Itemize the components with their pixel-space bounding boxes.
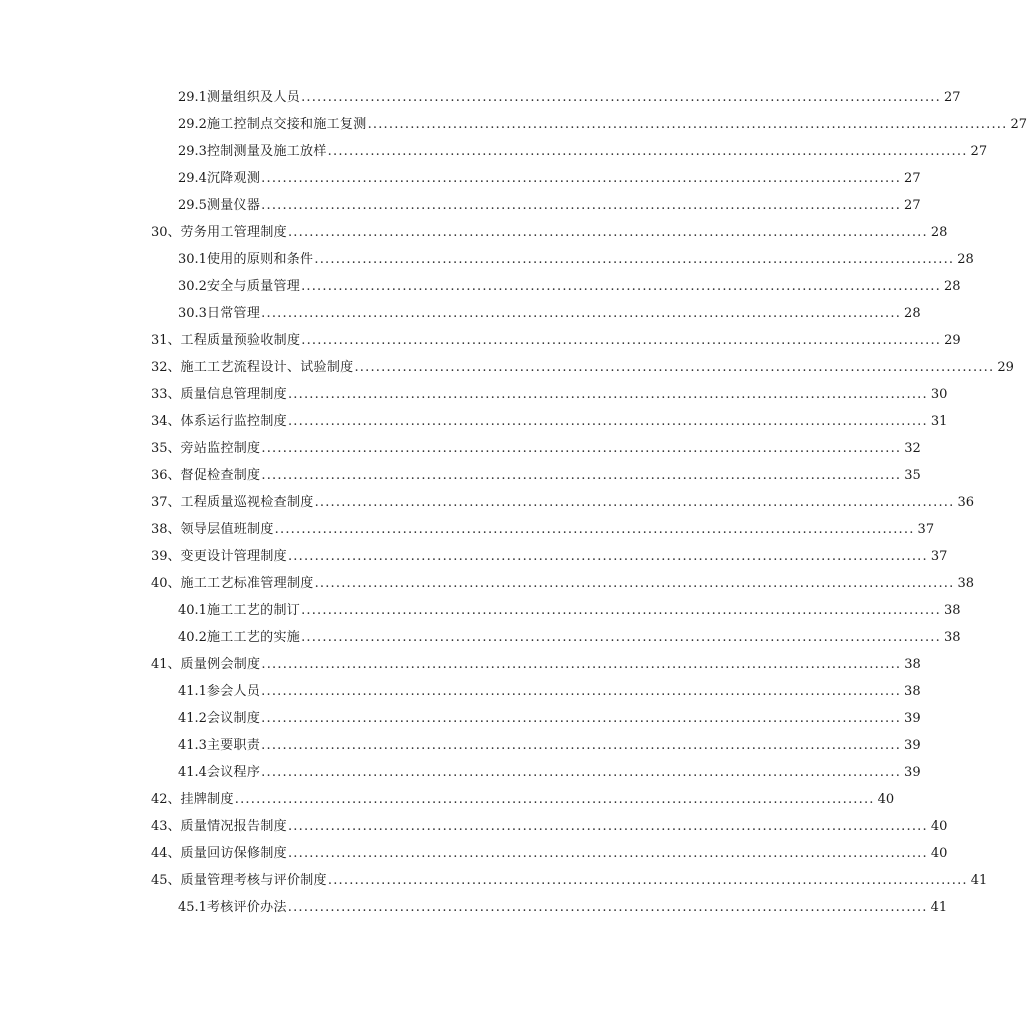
- toc-dot-leader: ........................................................................................................................: [261, 305, 902, 321]
- toc-dot-leader: ........................................................................................................................: [287, 224, 928, 240]
- toc-dot-leader: ........................................................................................................................: [314, 494, 955, 510]
- toc-dot-leader: ........................................................................................................................: [327, 143, 968, 159]
- toc-entry-title: 施工工艺标准管理制度: [180, 575, 314, 591]
- toc-entry-page-number: 40: [930, 845, 948, 861]
- toc-entry[interactable]: [0, 408, 948, 435]
- toc-entry-number: 40.2: [178, 629, 207, 645]
- toc-entry-number: 29.5: [178, 197, 207, 213]
- toc-entry-title: 督促检查制度: [180, 467, 261, 483]
- toc-entry-page-number: 36: [957, 494, 974, 510]
- toc-entry[interactable]: [0, 462, 921, 489]
- toc-entry-page-number: 38: [904, 656, 921, 672]
- toc-entry-page-number: 39: [904, 764, 921, 780]
- toc-dot-leader: ........................................................................................................................: [367, 116, 1008, 132]
- toc-entry-page-number: 32: [904, 440, 921, 456]
- toc-entry-page-number: 37: [917, 521, 935, 537]
- toc-entry-page-number: 38: [943, 629, 961, 645]
- toc-entry-number: 40、: [151, 575, 181, 591]
- toc-entry[interactable]: [0, 759, 921, 786]
- toc-entry[interactable]: [0, 786, 895, 813]
- toc-entry[interactable]: [0, 165, 921, 192]
- toc-dot-leader: ........................................................................................................................: [261, 440, 902, 456]
- toc-dot-leader: ........................................................................................................................: [261, 683, 902, 699]
- toc-entry-title: 主要职责: [206, 737, 261, 753]
- toc-dot-leader: ........................................................................................................................: [287, 548, 928, 564]
- toc-entry-number: 29.3: [178, 143, 207, 159]
- toc-entry-number: 41.3: [178, 737, 207, 753]
- toc-entry[interactable]: [0, 840, 948, 867]
- toc-entry[interactable]: [0, 192, 921, 219]
- toc-entry-page-number: 27: [943, 89, 961, 105]
- toc-dot-leader: ........................................................................................................................: [287, 899, 928, 915]
- toc-entry-page-number: 40: [930, 818, 948, 834]
- toc-entry-title: 旁站监控制度: [180, 440, 261, 456]
- toc-entry-number: 30.1: [178, 251, 207, 267]
- toc-entry-number: 40.1: [178, 602, 207, 618]
- toc-entry-number: 32、: [151, 359, 181, 375]
- toc-entry-number: 29.4: [178, 170, 207, 186]
- toc-entry[interactable]: [0, 489, 974, 516]
- toc-entry-title: 质量管理考核与评价制度: [180, 872, 327, 888]
- toc-entry[interactable]: [0, 435, 921, 462]
- toc-dot-leader: ........................................................................................................................: [301, 629, 941, 645]
- toc-entry[interactable]: [0, 381, 948, 408]
- toc-entry-page-number: 29: [944, 332, 961, 348]
- toc-entry-page-number: 27: [904, 197, 921, 213]
- toc-dot-leader: ........................................................................................................................: [261, 737, 902, 753]
- toc-entry-page-number: 29: [997, 359, 1014, 375]
- toc-dot-leader: ........................................................................................................................: [261, 197, 902, 213]
- toc-entry[interactable]: [0, 300, 921, 327]
- toc-entry-number: 29.1: [178, 89, 207, 105]
- toc-entry-title: 质量信息管理制度: [180, 386, 287, 402]
- toc-entry[interactable]: [0, 597, 961, 624]
- toc-dot-leader: ........................................................................................................................: [261, 710, 902, 726]
- toc-entry-page-number: 41: [970, 872, 988, 888]
- toc-dot-leader: ........................................................................................................................: [287, 386, 928, 402]
- toc-entry-number: 41.1: [178, 683, 207, 699]
- toc-entry[interactable]: [0, 624, 961, 651]
- toc-entry[interactable]: [0, 651, 921, 678]
- toc-entry-title: 使用的原则和条件: [206, 251, 314, 267]
- toc-entry-title: 施工工艺的制订: [206, 602, 301, 618]
- toc-entry-page-number: 28: [904, 305, 921, 321]
- toc-entry-number: 44、: [151, 845, 181, 861]
- toc-entry[interactable]: [0, 246, 974, 273]
- toc-entry-number: 29.2: [178, 116, 207, 132]
- toc-entry-number: 43、: [151, 818, 181, 834]
- toc-entry-title: 考核评价办法: [206, 899, 287, 915]
- toc-entry[interactable]: [0, 219, 948, 246]
- toc-entry-page-number: 38: [904, 683, 921, 699]
- toc-entry-number: 30、: [151, 224, 181, 240]
- toc-entry[interactable]: [0, 894, 948, 921]
- toc-entry-title: 测量仪器: [206, 197, 261, 213]
- toc-entry-number: 36、: [151, 467, 181, 483]
- toc-entry-page-number: 30: [930, 386, 948, 402]
- toc-entry-page-number: 35: [904, 467, 921, 483]
- toc-entry-page-number: 37: [930, 548, 948, 564]
- toc-entry-title: 体系运行监控制度: [180, 413, 287, 429]
- toc-dot-leader: ........................................................................................................................: [287, 845, 928, 861]
- toc-entry-title: 会议制度: [206, 710, 261, 726]
- toc-entry-title: 施工工艺的实施: [206, 629, 301, 645]
- toc-entry-title: 劳务用工管理制度: [180, 224, 287, 240]
- toc-dot-leader: ........................................................................................................................: [261, 170, 902, 186]
- toc-entry-page-number: 40: [877, 791, 895, 807]
- toc-entry[interactable]: [0, 867, 988, 894]
- toc-entry-page-number: 39: [904, 710, 921, 726]
- toc-dot-leader: ........................................................................................................................: [301, 89, 941, 105]
- toc-entry-title: 变更设计管理制度: [180, 548, 287, 564]
- toc-dot-leader: ........................................................................................................................: [314, 575, 955, 591]
- toc-entry[interactable]: [0, 705, 921, 732]
- toc-entry-page-number: 27: [970, 143, 988, 159]
- toc-entry[interactable]: [0, 516, 935, 543]
- toc-entry-page-number: 31: [930, 413, 948, 429]
- toc-dot-leader: ........................................................................................................................: [261, 764, 902, 780]
- toc-entry-number: 41.4: [178, 764, 207, 780]
- toc-entry-page-number: 41: [930, 899, 948, 915]
- toc-dot-leader: ........................................................................................................................: [301, 278, 941, 294]
- toc-entry[interactable]: [0, 354, 1014, 381]
- toc-entry-title: 质量回访保修制度: [180, 845, 287, 861]
- toc-entry-number: 41、: [151, 656, 181, 672]
- toc-entry-number: 35、: [151, 440, 181, 456]
- toc-entry-page-number: 27: [1010, 116, 1027, 132]
- toc-dot-leader: ........................................................................................................................: [274, 521, 915, 537]
- toc-dot-leader: ........................................................................................................................: [261, 467, 902, 483]
- toc-entry-title: 沉降观测: [206, 170, 261, 186]
- toc-entry-title: 施工工艺流程设计、试验制度: [180, 359, 354, 375]
- toc-entry-number: 37、: [151, 494, 181, 510]
- toc-entry[interactable]: [0, 138, 988, 165]
- toc-entry-page-number: 27: [904, 170, 921, 186]
- toc-entry-number: 39、: [151, 548, 181, 564]
- toc-entry-page-number: 39: [904, 737, 921, 753]
- toc-entry-number: 41.2: [178, 710, 207, 726]
- toc-entry-title: 安全与质量管理: [206, 278, 301, 294]
- toc-entry-number: 42、: [151, 791, 181, 807]
- toc-dot-leader: ........................................................................................................................: [314, 251, 955, 267]
- toc-entry-title: 控制测量及施工放样: [206, 143, 327, 159]
- toc-dot-leader: ........................................................................................................................: [261, 656, 902, 672]
- toc-entry-title: 质量例会制度: [180, 656, 261, 672]
- toc-entry[interactable]: [0, 84, 961, 111]
- toc-entry-number: 31、: [151, 332, 181, 348]
- toc-entry[interactable]: [0, 273, 961, 300]
- toc-entry-title: 日常管理: [206, 305, 261, 321]
- toc-dot-leader: ........................................................................................................................: [301, 602, 941, 618]
- toc-entry-number: 45.1: [178, 899, 207, 915]
- toc-entry-page-number: 38: [957, 575, 974, 591]
- toc-entry[interactable]: [0, 570, 974, 597]
- toc-entry-title: 挂牌制度: [180, 791, 234, 807]
- toc-entry-number: 30.3: [178, 305, 207, 321]
- toc-entry[interactable]: [0, 543, 948, 570]
- toc-entry-title: 施工控制点交接和施工复测: [206, 116, 367, 132]
- toc-entry-number: 34、: [151, 413, 181, 429]
- toc-entry[interactable]: [0, 732, 921, 759]
- table-of-contents: [0, 84, 1027, 921]
- toc-entry-page-number: 38: [943, 602, 961, 618]
- toc-entry-title: 参会人员: [206, 683, 261, 699]
- toc-entry[interactable]: [0, 327, 961, 354]
- toc-entry-title: 工程质量巡视检查制度: [180, 494, 314, 510]
- toc-dot-leader: ........................................................................................................................: [327, 872, 968, 888]
- toc-entry[interactable]: [0, 111, 1027, 138]
- toc-entry-title: 会议程序: [206, 764, 261, 780]
- toc-entry-number: 38、: [151, 521, 181, 537]
- toc-dot-leader: ........................................................................................................................: [301, 332, 942, 348]
- toc-entry-title: 测量组织及人员: [206, 89, 301, 105]
- toc-entry-page-number: 28: [943, 278, 961, 294]
- toc-entry[interactable]: [0, 678, 921, 705]
- toc-entry-title: 质量情况报告制度: [180, 818, 287, 834]
- toc-dot-leader: ........................................................................................................................: [234, 791, 875, 807]
- toc-entry-title: 领导层值班制度: [180, 521, 274, 537]
- toc-dot-leader: ........................................................................................................................: [287, 413, 928, 429]
- toc-entry-page-number: 28: [930, 224, 948, 240]
- toc-entry-number: 30.2: [178, 278, 207, 294]
- toc-dot-leader: ........................................................................................................................: [287, 818, 928, 834]
- toc-entry-page-number: 28: [957, 251, 974, 267]
- toc-entry-number: 33、: [151, 386, 181, 402]
- toc-entry-number: 45、: [151, 872, 181, 888]
- toc-entry-title: 工程质量预验收制度: [180, 332, 301, 348]
- toc-entry[interactable]: [0, 813, 948, 840]
- toc-dot-leader: ........................................................................................................................: [354, 359, 995, 375]
